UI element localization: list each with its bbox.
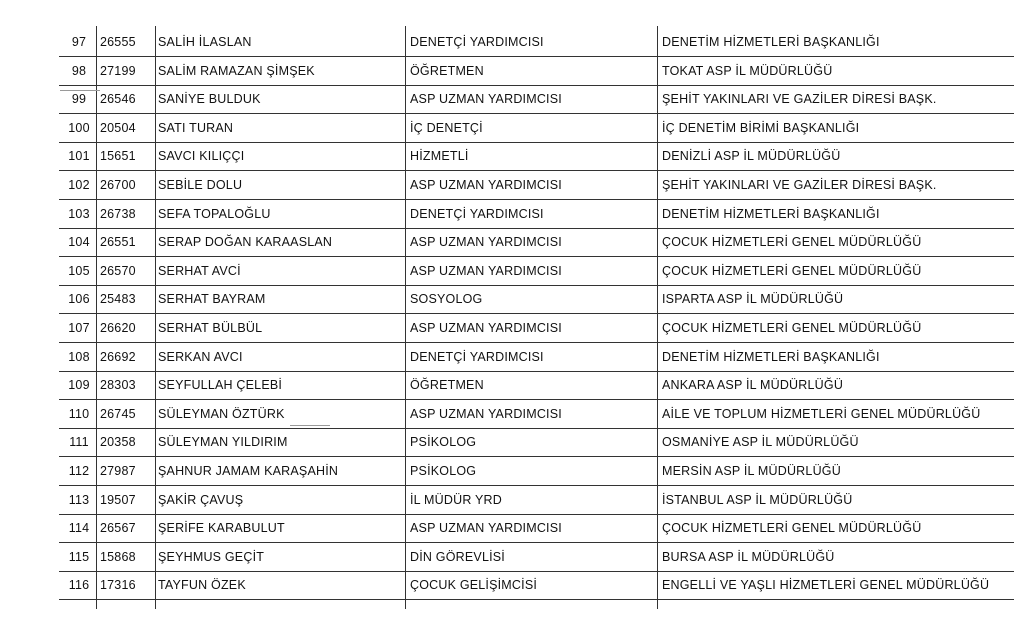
table-row: [59, 27, 1014, 57]
employee-name: SÜLEYMAN ÖZTÜRK: [158, 406, 285, 421]
row-number: 110: [68, 406, 90, 421]
table-row: [59, 342, 1014, 372]
employee-name: SEYFULLAH ÇELEBİ: [158, 378, 283, 393]
table-row: [59, 399, 1014, 429]
table-row: [59, 513, 1014, 543]
department-unit: OSMANİYE ASP İL MÜDÜRLÜĞÜ: [662, 435, 859, 450]
job-title: ASP UZMAN YARDIMCISI: [410, 92, 562, 107]
job-title: DENETÇİ YARDIMCISI: [410, 349, 544, 364]
job-title: ÖĞRETMEN: [410, 63, 484, 78]
employee-name: ŞAKİR ÇAVUŞ: [158, 492, 244, 507]
registry-number: 20504: [100, 120, 136, 135]
employee-name: ŞAHNUR JAMAM KARAŞAHİN: [158, 464, 339, 478]
registry-number: 26551: [100, 235, 136, 250]
job-title: DİN GÖREVLİSİ: [410, 549, 505, 564]
job-title: PSİKOLOG: [410, 435, 477, 450]
registry-number: 26700: [100, 178, 136, 192]
job-title: ASP UZMAN YARDIMCISI: [410, 521, 562, 536]
registry-number: 17316: [100, 578, 136, 593]
job-title: ASP UZMAN YARDIMCISI: [410, 321, 562, 335]
table-row: [59, 256, 1014, 286]
department-unit: ANKARA ASP İL MÜDÜRLÜĞÜ: [662, 378, 844, 393]
table-row: [59, 199, 1014, 229]
job-title: ASP UZMAN YARDIMCISI: [410, 235, 562, 250]
department-unit: DENİZLİ ASP İL MÜDÜRLÜĞÜ: [662, 149, 841, 164]
row-number: 108: [68, 349, 90, 364]
table-row: [59, 485, 1014, 515]
job-title: ASP UZMAN YARDIMCISI: [410, 406, 562, 421]
registry-number: 26738: [100, 206, 136, 221]
registry-number: 26745: [100, 406, 136, 421]
table-row: [59, 370, 1014, 400]
row-number: 101: [68, 149, 90, 164]
department-unit: ISPARTA ASP İL MÜDÜRLÜĞÜ: [662, 292, 844, 307]
employee-name: ŞERİFE KARABULUT: [158, 521, 285, 536]
registry-number: 26546: [100, 92, 136, 107]
department-unit: DENETİM HİZMETLERİ BAŞKANLIĞI: [662, 206, 880, 221]
row-number: 97: [71, 35, 87, 49]
job-title: ÇOCUK GELİŞİMCİSİ: [410, 578, 538, 593]
table-row: [59, 227, 1014, 257]
registry-number: 27199: [100, 63, 136, 78]
department-unit: ÇOCUK HİZMETLERİ GENEL MÜDÜRLÜĞÜ: [662, 321, 922, 335]
table-row: [59, 542, 1014, 572]
employee-name: SERKAN AVCI: [158, 349, 243, 364]
job-title: İL MÜDÜR YRD: [410, 492, 502, 507]
department-unit: MERSİN ASP İL MÜDÜRLÜĞÜ: [662, 464, 841, 478]
row-number: 116: [68, 578, 90, 593]
department-unit: ÇOCUK HİZMETLERİ GENEL MÜDÜRLÜĞÜ: [662, 263, 922, 278]
employee-name: SERHAT BAYRAM: [158, 292, 266, 307]
job-title: ASP UZMAN YARDIMCISI: [410, 178, 562, 192]
registry-number: 26570: [100, 263, 136, 278]
row-number: 103: [68, 206, 90, 221]
department-unit: ŞEHİT YAKINLARI VE GAZİLER DİRESİ BAŞK.: [662, 92, 937, 107]
employee-name: SERHAT AVCİ: [158, 263, 241, 278]
row-number: 98: [71, 63, 87, 78]
table-row: [59, 456, 1014, 486]
employee-name: SEBİLE DOLU: [158, 178, 243, 192]
registry-number: 26620: [100, 321, 136, 335]
job-title: ASP UZMAN YARDIMCISI: [410, 263, 562, 278]
table-row: [59, 113, 1014, 143]
row-number: 99: [71, 92, 87, 107]
department-unit: ŞEHİT YAKINLARI VE GAZİLER DİRESİ BAŞK.: [662, 178, 937, 192]
row-number: 111: [69, 435, 89, 450]
job-title: PSİKOLOG: [410, 464, 477, 478]
job-title: ÖĞRETMEN: [410, 378, 484, 393]
registry-number: 28303: [100, 378, 136, 393]
department-unit: DENETİM HİZMETLERİ BAŞKANLIĞI: [662, 35, 880, 49]
department-unit: ENGELLİ VE YAŞLI HİZMETLERİ GENEL MÜDÜRLÜĞÜ: [662, 578, 990, 593]
department-unit: BURSA ASP İL MÜDÜRLÜĞÜ: [662, 549, 835, 564]
job-title: DENETÇİ YARDIMCISI: [410, 35, 544, 49]
department-unit: TOKAT ASP İL MÜDÜRLÜĞÜ: [662, 63, 833, 78]
row-number: 105: [68, 263, 90, 278]
table-row: [59, 141, 1014, 171]
job-title: SOSYOLOG: [410, 292, 483, 307]
row-number: 115: [68, 549, 90, 564]
registry-number: 27987: [100, 464, 136, 478]
table-row: [59, 427, 1014, 457]
table-row: [59, 570, 1014, 600]
table-row: [59, 284, 1014, 314]
employee-name: SAVCI KILIÇÇI: [158, 149, 245, 164]
employee-name: SATI TURAN: [158, 120, 234, 135]
table-row: [59, 313, 1014, 343]
job-title: HİZMETLİ: [410, 149, 469, 164]
row-number: 102: [68, 178, 90, 192]
registry-number: 20358: [100, 435, 136, 450]
department-unit: İSTANBUL ASP İL MÜDÜRLÜĞÜ: [662, 492, 853, 507]
table-row: [59, 56, 1014, 86]
department-unit: AİLE VE TOPLUM HİZMETLERİ GENEL MÜDÜRLÜĞÜ: [662, 406, 981, 421]
job-title: İÇ DENETÇİ: [410, 120, 483, 135]
row-number: 106: [68, 292, 90, 307]
department-unit: ÇOCUK HİZMETLERİ GENEL MÜDÜRLÜĞÜ: [662, 235, 922, 250]
employee-name: SALİH İLASLAN: [158, 35, 252, 49]
employee-name: SERAP DOĞAN KARAASLAN: [158, 235, 333, 250]
employee-name: SEFA TOPALOĞLU: [158, 206, 271, 221]
department-unit: DENETİM HİZMETLERİ BAŞKANLIĞI: [662, 349, 880, 364]
employee-name: ŞEYHMUS GEÇİT: [158, 549, 265, 564]
department-unit: ÇOCUK HİZMETLERİ GENEL MÜDÜRLÜĞÜ: [662, 521, 922, 536]
employee-name: SANİYE BULDUK: [158, 92, 261, 107]
employee-name: SERHAT BÜLBÜL: [158, 321, 263, 335]
table-row: [59, 84, 1014, 114]
scan-artifact-line: [60, 90, 100, 91]
registry-number: 15868: [100, 549, 136, 564]
registry-number: 26567: [100, 521, 136, 536]
scan-artifact-line: [290, 425, 330, 426]
employee-name: SALİM RAMAZAN ŞİMŞEK: [158, 63, 315, 78]
row-number: 104: [68, 235, 90, 250]
row-number: 109: [68, 378, 90, 393]
registry-number: 26692: [100, 349, 136, 364]
row-number: 113: [68, 492, 90, 507]
row-number: 112: [68, 464, 90, 478]
row-number: 100: [68, 120, 90, 135]
registry-number: 19507: [100, 492, 136, 507]
job-title: DENETÇİ YARDIMCISI: [410, 206, 544, 221]
employee-name: SÜLEYMAN YILDIRIM: [158, 435, 288, 450]
registry-number: 25483: [100, 292, 136, 307]
table-row: [59, 170, 1014, 200]
row-number: 114: [68, 521, 90, 536]
registry-number: 26555: [100, 35, 136, 49]
registry-number: 15651: [100, 149, 136, 164]
row-number: 107: [68, 321, 90, 335]
department-unit: İÇ DENETİM BİRİMİ BAŞKANLIĞI: [662, 120, 860, 135]
employee-name: TAYFUN ÖZEK: [158, 578, 246, 593]
